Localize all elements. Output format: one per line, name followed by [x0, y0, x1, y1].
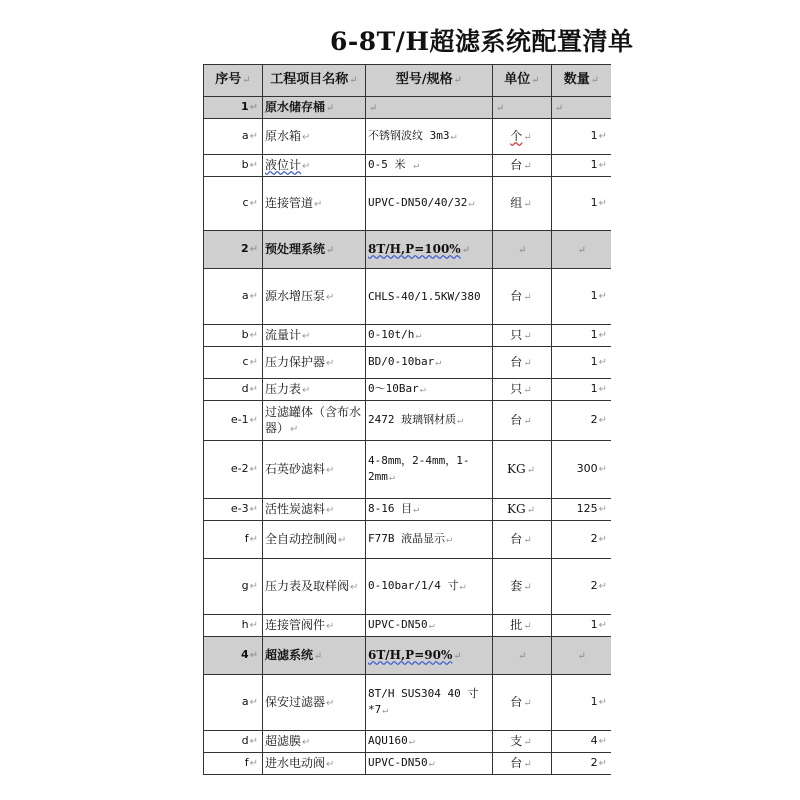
section-qty: ↵ — [552, 97, 612, 119]
document-title: 6-8T/H超滤系统配置清单 — [330, 27, 634, 56]
row-item: 原水箱↵ — [263, 119, 366, 155]
row-model: 不锈钢波纹 3m3↵ — [366, 119, 493, 155]
section-name: 预处理系统↵ — [263, 231, 366, 269]
row-unit: 支↵ — [493, 731, 552, 753]
row-seq: e-2↵ — [204, 441, 263, 499]
header-model: 型号/规格↵ — [366, 65, 493, 97]
row-seq: h↵ — [204, 615, 263, 637]
header-qty: 数量↵ — [552, 65, 612, 97]
row-unit: 个↵ — [493, 119, 552, 155]
section-row — [204, 637, 612, 675]
row-model: F77B 液晶显示↵ — [366, 521, 493, 559]
row-model: UPVC-DN50/40/32↵ — [366, 177, 493, 231]
header-seq: 序号↵ — [204, 65, 263, 97]
row-qty: 1↵ — [552, 675, 612, 731]
row-qty: 1↵ — [552, 347, 612, 379]
row-unit: 台↵ — [493, 401, 552, 441]
row-unit: KG↵ — [493, 441, 552, 499]
row-item: 压力表↵ — [263, 379, 366, 401]
row-model: UPVC-DN50↵ — [366, 753, 493, 775]
section-unit: ↵ — [493, 97, 552, 119]
row-item: 超滤膜↵ — [263, 731, 366, 753]
row-qty: 1↵ — [552, 615, 612, 637]
row-seq: b↵ — [204, 325, 263, 347]
row-item: 活性炭滤料↵ — [263, 499, 366, 521]
section-spec: 8T/H,P=100%↵ — [366, 231, 493, 269]
row-item: 压力表及取样阀↵ — [263, 559, 366, 615]
row-qty: 1↵ — [552, 119, 612, 155]
table-row — [204, 559, 612, 615]
row-seq: c↵ — [204, 347, 263, 379]
row-item: 过滤罐体（含布水器）↵ — [263, 401, 366, 441]
header-unit: 单位↵ — [493, 65, 552, 97]
row-seq: f↵ — [204, 521, 263, 559]
row-item: 液位计↵ — [263, 155, 366, 177]
section-unit: ↵ — [493, 231, 552, 269]
row-model: 0-10bar/1/4 寸↵ — [366, 559, 493, 615]
row-item: 连接管道↵ — [263, 177, 366, 231]
table-row — [204, 441, 612, 499]
row-item: 源水增压泵↵ — [263, 269, 366, 325]
row-item: 全自动控制阀↵ — [263, 521, 366, 559]
row-unit: 台↵ — [493, 521, 552, 559]
row-qty: 1↵ — [552, 155, 612, 177]
row-unit: 批↵ — [493, 615, 552, 637]
table-row — [204, 499, 612, 521]
table-row — [204, 401, 612, 441]
row-unit: 台↵ — [493, 269, 552, 325]
row-model: BD/0-10bar↵ — [366, 347, 493, 379]
row-unit: 台↵ — [493, 753, 552, 775]
row-seq: b↵ — [204, 155, 263, 177]
row-seq: d↵ — [204, 379, 263, 401]
row-seq: a↵ — [204, 675, 263, 731]
row-qty: 4↵ — [552, 731, 612, 753]
row-unit: 套↵ — [493, 559, 552, 615]
section-seq: 1↵ — [204, 97, 263, 119]
config-table-container — [203, 64, 611, 780]
row-model: 0～10Bar↵ — [366, 379, 493, 401]
table-row — [204, 731, 612, 753]
row-model: CHLS-40/1.5KW/380 — [366, 269, 493, 325]
header-item: 工程项目名称↵ — [263, 65, 366, 97]
row-qty: 1↵ — [552, 325, 612, 347]
row-seq: a↵ — [204, 269, 263, 325]
row-item: 石英砂滤料↵ — [263, 441, 366, 499]
row-model: 4-8mm，2-4mm，1-2mm↵ — [366, 441, 493, 499]
config-table — [203, 64, 611, 775]
table-row — [204, 155, 612, 177]
row-model: 8T/H SUS304 40 寸*7↵ — [366, 675, 493, 731]
table-row — [204, 177, 612, 231]
section-qty: ↵ — [552, 637, 612, 675]
section-qty: ↵ — [552, 231, 612, 269]
row-model: 2472 玻璃钢材质↵ — [366, 401, 493, 441]
row-unit: 只↵ — [493, 379, 552, 401]
row-model: UPVC-DN50↵ — [366, 615, 493, 637]
row-qty: 2↵ — [552, 753, 612, 775]
row-qty: 2↵ — [552, 521, 612, 559]
section-row — [204, 97, 612, 119]
row-qty: 2↵ — [552, 401, 612, 441]
row-seq: e-1↵ — [204, 401, 263, 441]
row-seq: a↵ — [204, 119, 263, 155]
row-unit: 台↵ — [493, 675, 552, 731]
row-seq: g↵ — [204, 559, 263, 615]
row-model: 8-16 目↵ — [366, 499, 493, 521]
row-seq: e-3↵ — [204, 499, 263, 521]
row-unit: 台↵ — [493, 347, 552, 379]
row-model: AQU160↵ — [366, 731, 493, 753]
row-qty: 125↵ — [552, 499, 612, 521]
table-row — [204, 325, 612, 347]
row-qty: 1↵ — [552, 379, 612, 401]
row-item: 流量计↵ — [263, 325, 366, 347]
section-seq: 4↵ — [204, 637, 263, 675]
section-row — [204, 231, 612, 269]
row-qty: 300↵ — [552, 441, 612, 499]
section-seq: 2↵ — [204, 231, 263, 269]
row-item: 进水电动阀↵ — [263, 753, 366, 775]
table-row — [204, 521, 612, 559]
section-spec: ↵ — [366, 97, 493, 119]
table-row — [204, 675, 612, 731]
row-seq: c↵ — [204, 177, 263, 231]
row-unit: 只↵ — [493, 325, 552, 347]
section-name: 原水储存桶↵ — [263, 97, 366, 119]
row-item: 保安过滤器↵ — [263, 675, 366, 731]
row-item: 压力保护器↵ — [263, 347, 366, 379]
row-unit: 台↵ — [493, 155, 552, 177]
table-row — [204, 119, 612, 155]
row-unit: KG↵ — [493, 499, 552, 521]
row-model: 0-5 米 ↵ — [366, 155, 493, 177]
row-model: 0-10t/h↵ — [366, 325, 493, 347]
table-row — [204, 615, 612, 637]
table-row — [204, 379, 612, 401]
table-row — [204, 753, 612, 775]
row-seq: d↵ — [204, 731, 263, 753]
row-item: 连接管阀件↵ — [263, 615, 366, 637]
row-qty: 2↵ — [552, 559, 612, 615]
section-name: 超滤系统↵ — [263, 637, 366, 675]
table-header-row — [204, 65, 612, 97]
table-row — [204, 347, 612, 379]
row-qty: 1↵ — [552, 269, 612, 325]
row-seq: f↵ — [204, 753, 263, 775]
table-row — [204, 269, 612, 325]
row-unit: 组↵ — [493, 177, 552, 231]
section-spec: 6T/H,P=90%↵ — [366, 637, 493, 675]
section-unit: ↵ — [493, 637, 552, 675]
row-qty: 1↵ — [552, 177, 612, 231]
